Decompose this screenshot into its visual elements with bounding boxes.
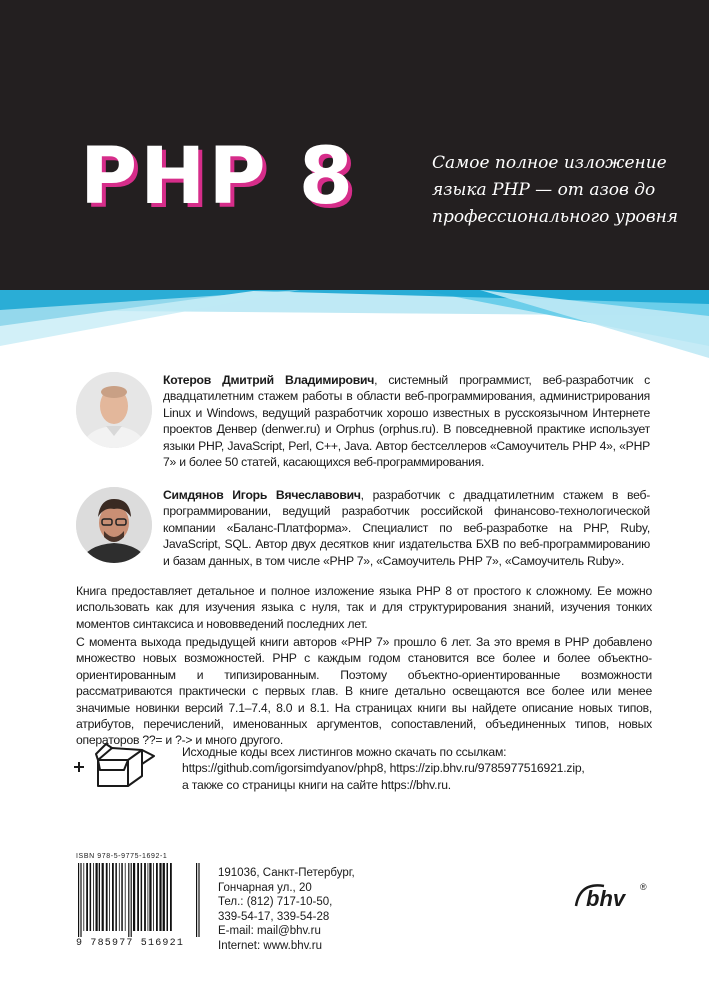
author-name: Симдянов Игорь Вячеславович	[163, 488, 361, 502]
barcode-bar	[170, 863, 172, 931]
tagline-line: Самое полное изложение	[432, 153, 667, 173]
barcode-bar	[86, 863, 88, 931]
barcode-bar	[78, 863, 79, 937]
address-line: Internet: www.bhv.ru	[218, 939, 322, 952]
barcode-bar	[109, 863, 110, 931]
author-bio	[163, 487, 650, 569]
barcode-bar	[198, 863, 199, 937]
address-line: 191036, Санкт-Петербург,	[218, 867, 355, 879]
logo-registered-mark: ®	[640, 882, 647, 892]
decorative-stripes	[0, 286, 709, 358]
author-bio-text: , разработчик с двадцатилетним стажем в веб-программировании, ведущий разработчик российской финансово-технологической компании «Баланс-Платформа». Специалист по веб-разработке на PHP, Ruby, JavaScript, SQL. Автор двух десятков книг издательства БХВ по веб-программированию и базам данных, в том числе «PHP 7», «Самоучитель PHP 7», «Самоучитель Ruby».	[163, 488, 651, 568]
barcode-bar	[93, 863, 94, 931]
download-line: Исходные коды всех листингов можно скачать по ссылкам:	[182, 745, 507, 759]
description-paragraph: С момента выхода предыдущей книги авторов «PHP 7» прошло 6 лет. За это время в PHP добавлено множество новых возможностей. PHP с каждым годом становится все более и более объектно-ориентированным и типизированным. Поэтому объектно-ориентированные возможности рассматриваются практически с первых глав. В книге детально освещаются все более или менее значимые новинки версий 7.1–7.4, 8.0 и 8.1. На страницах книги вы найдете описание новых типов, атрибутов, перечислений, именованных аргументов, сопоставлений, объединенных типов, новых операторов ??= и ?-> и много другого.	[76, 635, 652, 748]
box-download-icon	[70, 742, 166, 790]
barcode-bar	[167, 863, 169, 931]
barcode-bar	[96, 863, 98, 931]
address-line: Гончарная ул., 20	[218, 881, 312, 894]
barcode-block	[76, 853, 204, 949]
barcode-bar	[80, 863, 81, 937]
barcode-bar	[99, 863, 100, 931]
description-paragraph: Книга предоставляет детальное и полное изложение языка PHP 8 от простого к сложному. Ее можно использовать как для изучения языка с нуля, так и для структурирования знаний, изучения тонких моментов синтаксиса и нововведений последних лет.	[76, 584, 652, 631]
barcode-bar	[159, 863, 161, 931]
barcode-bar	[133, 863, 135, 931]
barcode-bar	[90, 863, 92, 931]
barcode-bar	[128, 863, 129, 937]
logo-text: bhv	[586, 886, 626, 911]
barcode-bar	[131, 863, 132, 937]
barcode-bar	[163, 863, 165, 931]
address-line: 339-54-17, 339-54-28	[218, 910, 330, 923]
address-line: Тел.: (812) 717-10-50,	[218, 896, 333, 909]
barcode-bar	[156, 863, 158, 931]
tagline-line: профессионального уровня	[432, 207, 679, 227]
download-link-line[interactable]: https://github.com/igorsimdyanov/php8, https://zip.bhv.ru/9785977516921.zip,	[182, 761, 585, 776]
barcode-number: 9 785977 516921	[76, 938, 185, 949]
download-line: а также со страницы книги на сайте https://bhv.ru.	[182, 777, 451, 792]
barcode-bar	[102, 863, 104, 931]
publisher-address	[218, 866, 418, 954]
barcode-bar	[144, 863, 146, 931]
barcode-bar	[137, 863, 139, 931]
barcode-bar	[148, 863, 149, 931]
author-bio	[163, 372, 650, 470]
author-photo	[76, 487, 152, 563]
barcode-bar	[125, 863, 126, 931]
tagline-line: языка PHP — от азов до	[432, 180, 656, 200]
barcode-bar	[115, 863, 117, 931]
author-bio-text: , системный программист, веб-разработчик с двадцатилетним стажем работы в области веб-программирования, администрирования Linux и Windows, ведущий разработчик хорошо известных в русскоязычном Интернете проектов Денвер (denwer.ru) и Orphus (orphus.ru). В повседневной практике использует языки PHP, JavaScript, Perl, C++, Java. Автор бестселлеров «Самоучитель PHP 4», «PHP 7» и более 50 статей, касающихся веб-программирования.	[163, 373, 651, 470]
book-title: PHP 8	[80, 132, 357, 222]
author-photo	[76, 372, 152, 448]
author-name: Котеров Дмитрий Владимирович	[163, 373, 375, 387]
barcode-bar	[106, 863, 108, 931]
barcode-bar	[196, 863, 197, 937]
download-info	[182, 744, 652, 793]
bhv-logo	[574, 876, 654, 916]
address-line: E-mail: mail@bhv.ru	[218, 925, 321, 938]
barcode-bar	[119, 863, 120, 931]
barcode-bar	[141, 863, 143, 931]
barcode-bar	[153, 863, 154, 931]
barcode-bar	[112, 863, 114, 931]
book-tagline	[432, 150, 679, 231]
barcode-bar	[83, 863, 84, 931]
barcode-bar	[121, 863, 123, 931]
barcode-bars	[76, 863, 204, 937]
barcode-bar	[149, 863, 151, 931]
isbn-label: ISBN 978-5-9775-1692-1	[76, 853, 168, 860]
